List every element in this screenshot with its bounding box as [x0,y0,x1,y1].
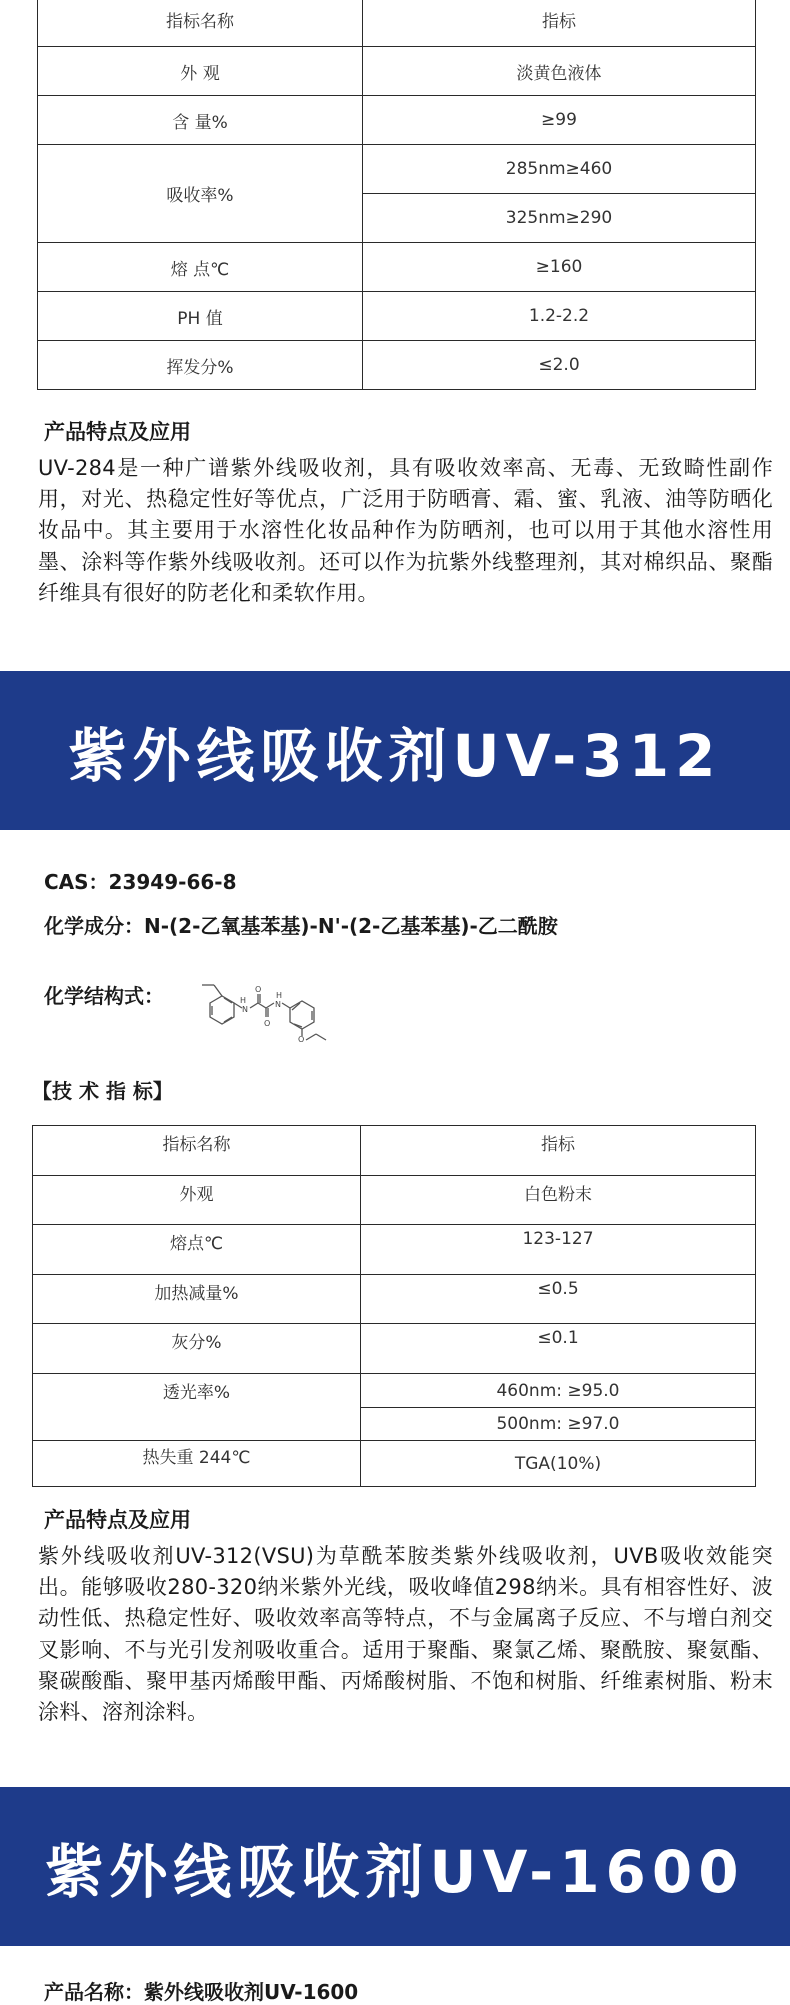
svg-text:O: O [264,1019,271,1028]
spec-section-label: 【技 术 指 标】 [32,1079,173,1103]
chemical-composition: 化学成分：N-(2-乙氧基苯基)-N'-(2-乙基苯基)-乙二酰胺 [44,914,558,938]
table-cell: 吸收率% [38,145,363,243]
table-cell: 透光率% [33,1374,361,1441]
table-cell: 285nm≥460 [363,145,756,194]
table-cell: 加热减量% [33,1275,361,1324]
table-header-value: 指标 [363,0,756,47]
section-heading-features-uv284: 产品特点及应用 [44,420,191,444]
banner-uv1600 [0,1787,790,1946]
svg-text:N: N [242,1005,248,1014]
table-cell: TGA(10%) [361,1441,756,1487]
table-cell: 外观 [33,1176,361,1225]
table-cell: 460nm: ≥95.0 [361,1374,756,1408]
svg-text:H: H [240,996,247,1005]
cas-number: CAS：23949-66-8 [44,870,237,894]
table-cell: 325nm≥290 [363,194,756,243]
table-cell: 熔 点℃ [38,243,363,292]
product-name-uv1600: 产品名称：紫外线吸收剂UV-1600 [44,1980,359,2004]
svg-text:O: O [298,1035,305,1044]
section-heading-features-uv312: 产品特点及应用 [44,1508,191,1532]
svg-text:O: O [255,985,262,994]
structure-label: 化学结构式： [44,984,164,1008]
table-cell: 灰分% [33,1324,361,1374]
table-cell: ≤0.1 [361,1324,756,1374]
table-header-name: 指标名称 [33,1126,361,1176]
table-cell: 挥发分% [38,341,363,390]
spec-table-uv312 [32,1125,756,1487]
table-cell: 淡黄色液体 [363,47,756,96]
section-text-uv312: 紫外线吸收剂UV-312(VSU)为草酰苯胺类紫外线吸收剂，UVB吸收效能突出。能够吸收280-320纳米紫外光线，吸收峰值298纳米。具有相容性好、波动性低、热稳定性好、吸收效率高等特点，不与金属离子反应、不与增白剂交叉影响、不与光引发剂吸收重合。适用于聚酯、聚氯乙烯、聚酰胺、聚氨酯、聚碳酸酯、聚甲基丙烯酸甲酯、丙烯酸树脂、不饱和树脂、纤维素树脂、粉末涂料、溶剂涂料。 [38,1544,773,1725]
table-cell: 热失重 244℃ [33,1441,361,1487]
table-cell: 白色粉末 [361,1176,756,1225]
svg-text:H: H [276,991,283,1000]
banner-title: 紫外线吸收剂UV-1600 [45,1837,745,1906]
table-header-name: 指标名称 [38,0,363,47]
table-cell: 外 观 [38,47,363,96]
spec-table-uv284 [37,0,756,390]
table-cell: PH 值 [38,292,363,341]
section-text-uv284: UV-284是一种广谱紫外线吸收剂，具有吸收效率高、无毒、无致畸性副作用，对光、热稳定性好等优点，广泛用于防晒膏、霜、蜜、乳液、油等防晒化妆品中。其主要用于水溶性化妆品种作为防晒剂，也可以用于其他水溶性用墨、涂料等作紫外线吸收剂。还可以作为抗紫外线整理剂，其对棉织品、聚酯纤维具有很好的防老化和柔软作用。 [38,456,773,605]
banner-title: 紫外线吸收剂UV-312 [68,721,722,790]
chemical-structure-diagram [190,970,380,1050]
table-cell: ≤0.5 [361,1275,756,1324]
table-cell: ≥99 [363,96,756,145]
table-cell: 含 量% [38,96,363,145]
table-cell: ≤2.0 [363,341,756,390]
table-cell: 熔点℃ [33,1225,361,1275]
svg-text:N: N [275,1000,281,1009]
table-cell: 500nm: ≥97.0 [361,1408,756,1441]
table-cell: 1.2-2.2 [363,292,756,341]
table-cell: 123-127 [361,1225,756,1275]
banner-uv312 [0,671,790,830]
table-header-value: 指标 [361,1126,756,1176]
table-cell: ≥160 [363,243,756,292]
